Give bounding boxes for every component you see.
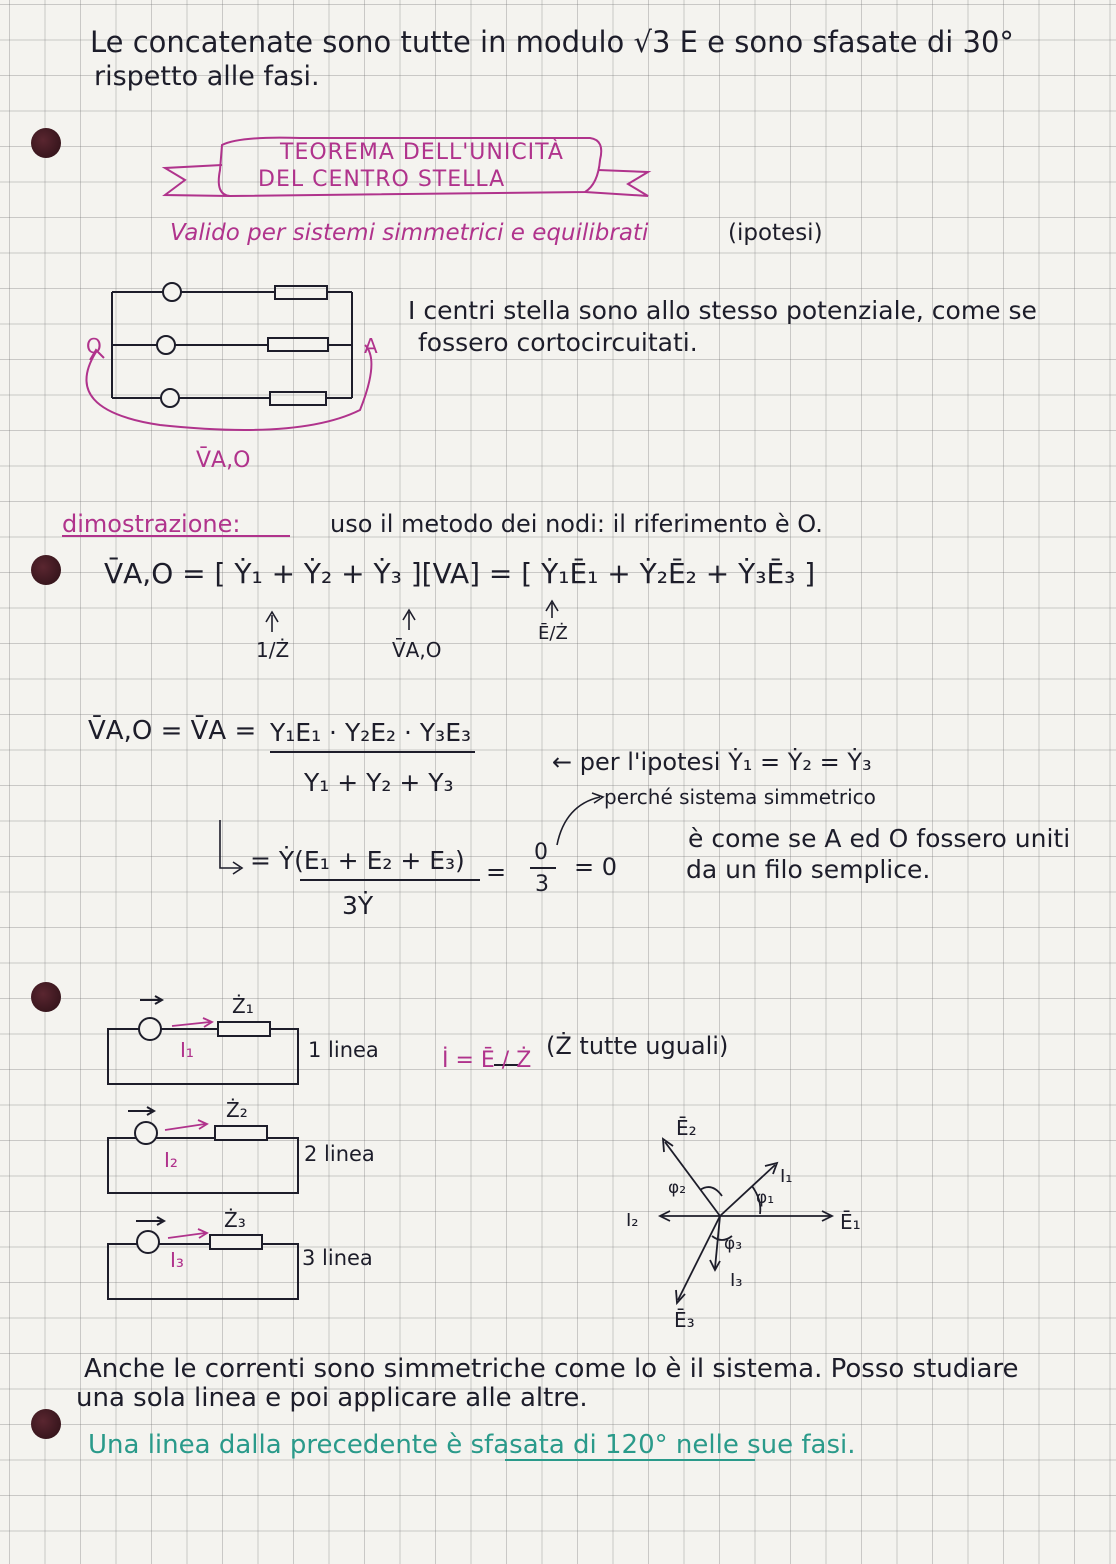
phasor-i1-label: I₁ xyxy=(780,1166,793,1187)
impedance-z2-label: Ż₂ xyxy=(226,1098,248,1122)
annotation-1-over-z: 1/Ż xyxy=(256,638,290,662)
dimostrazione-title: dimostrazione: xyxy=(62,510,241,538)
phasor-i3-label: I₃ xyxy=(730,1270,743,1291)
conclusion-line-1: è come se A ed O fossero uniti xyxy=(688,824,1071,853)
annotation-vao: V̄A,O xyxy=(392,638,442,662)
equation-3-fraction-num: 0 xyxy=(534,840,548,865)
phasor-phi1-label: φ₁ xyxy=(756,1188,775,1208)
impedance-z3-label: Ż₃ xyxy=(224,1208,246,1232)
current-i3-label: I₃ xyxy=(170,1248,184,1272)
phasor-e1-label: Ē₁ xyxy=(840,1210,861,1234)
symmetry-note: perché sistema simmetrico xyxy=(604,785,876,809)
equation-2-left: V̄A,O = V̄A = xyxy=(88,716,257,746)
annotation-e-over-z: Ē/Ż xyxy=(538,623,568,644)
phasor-i2-label: I₂ xyxy=(626,1210,639,1231)
equation-3-numerator: = Ẏ(E₁ + E₂ + E₃) xyxy=(250,846,465,875)
conclusion-line-2: da un filo semplice. xyxy=(686,855,931,884)
current-formula-note: (Ż tutte uguali) xyxy=(546,1032,729,1060)
phasor-phi2-label: φ₂ xyxy=(668,1178,687,1198)
centers-line-1: I centri stella sono allo stesso potenziale, come se xyxy=(408,296,1037,325)
vao-arc xyxy=(86,345,371,430)
current-formula: İ = Ē / Ż xyxy=(442,1048,532,1073)
equation-1: V̄A,O = [ Ẏ₁ + Ẏ₂ + Ẏ₃ ][VA] = [ Ẏ₁Ē₁ + Ẏ₂Ē₂ + Ẏ₃Ē₃ ] xyxy=(104,557,816,590)
fraction-bars xyxy=(270,752,556,1065)
hypothesis-label: (ipotesi) xyxy=(728,220,823,246)
phasor-e2-label: Ē₂ xyxy=(676,1116,697,1140)
dimostrazione-text: uso il metodo dei nodi: il riferimento è O. xyxy=(330,510,823,538)
intro-line-1: Le concatenate sono tutte in modulo √3 E e sono sfasate di 30° xyxy=(90,25,1014,59)
closing-line-2: una sola linea e poi applicare alle altre. xyxy=(76,1383,588,1413)
phasor-diagram xyxy=(660,1139,832,1303)
equation-2-denominator: Y₁ + Y₂ + Y₃ xyxy=(304,768,454,797)
equation-2-numerator: Y₁E₁ · Y₂E₂ · Y₃E₃ xyxy=(270,718,472,747)
closing-line-1: Anche le correnti sono simmetriche come lo è il sistema. Posso studiare xyxy=(84,1354,1019,1384)
star-circuit xyxy=(112,283,352,407)
current-i1-label: I₁ xyxy=(180,1038,194,1062)
line-1-label: 1 linea xyxy=(308,1038,379,1062)
voltage-label-vao: V̄A,O xyxy=(196,448,251,473)
equation-3-equals: = xyxy=(486,858,507,886)
line-3-label: 3 linea xyxy=(302,1246,373,1270)
equation-3-result: = 0 xyxy=(574,853,618,881)
line-circuits xyxy=(108,996,298,1299)
current-i2-label: I₂ xyxy=(164,1148,178,1172)
banner-title-1: TEOREMA DELL'UNICITÀ xyxy=(280,140,564,165)
hypothesis-note: ← per l'ipotesi Ẏ₁ = Ẏ₂ = Ẏ₃ xyxy=(552,748,872,776)
phasor-phi3-label: φ₃ xyxy=(724,1234,743,1254)
equation-3-fraction-den: 3 xyxy=(535,872,549,897)
banner-title-2: DEL CENTRO STELLA xyxy=(258,167,506,192)
centers-line-2: fossero cortocircuitati. xyxy=(418,328,698,357)
intro-line-2: rispetto alle fasi. xyxy=(94,61,320,92)
node-label-o: O xyxy=(86,334,102,358)
node-label-a: A xyxy=(364,334,378,358)
impedance-z1-label: Ż₁ xyxy=(232,994,254,1018)
closing-line-3: Una linea dalla precedente è sfasata di 120° nelle sue fasi. xyxy=(88,1430,856,1460)
line-2-label: 2 linea xyxy=(304,1142,375,1166)
phasor-e3-label: Ē₃ xyxy=(674,1308,695,1332)
validity-note: Valido per sistemi simmetrici e equilibrati xyxy=(170,220,649,246)
equation-3-denominator: 3Ẏ xyxy=(342,891,374,920)
